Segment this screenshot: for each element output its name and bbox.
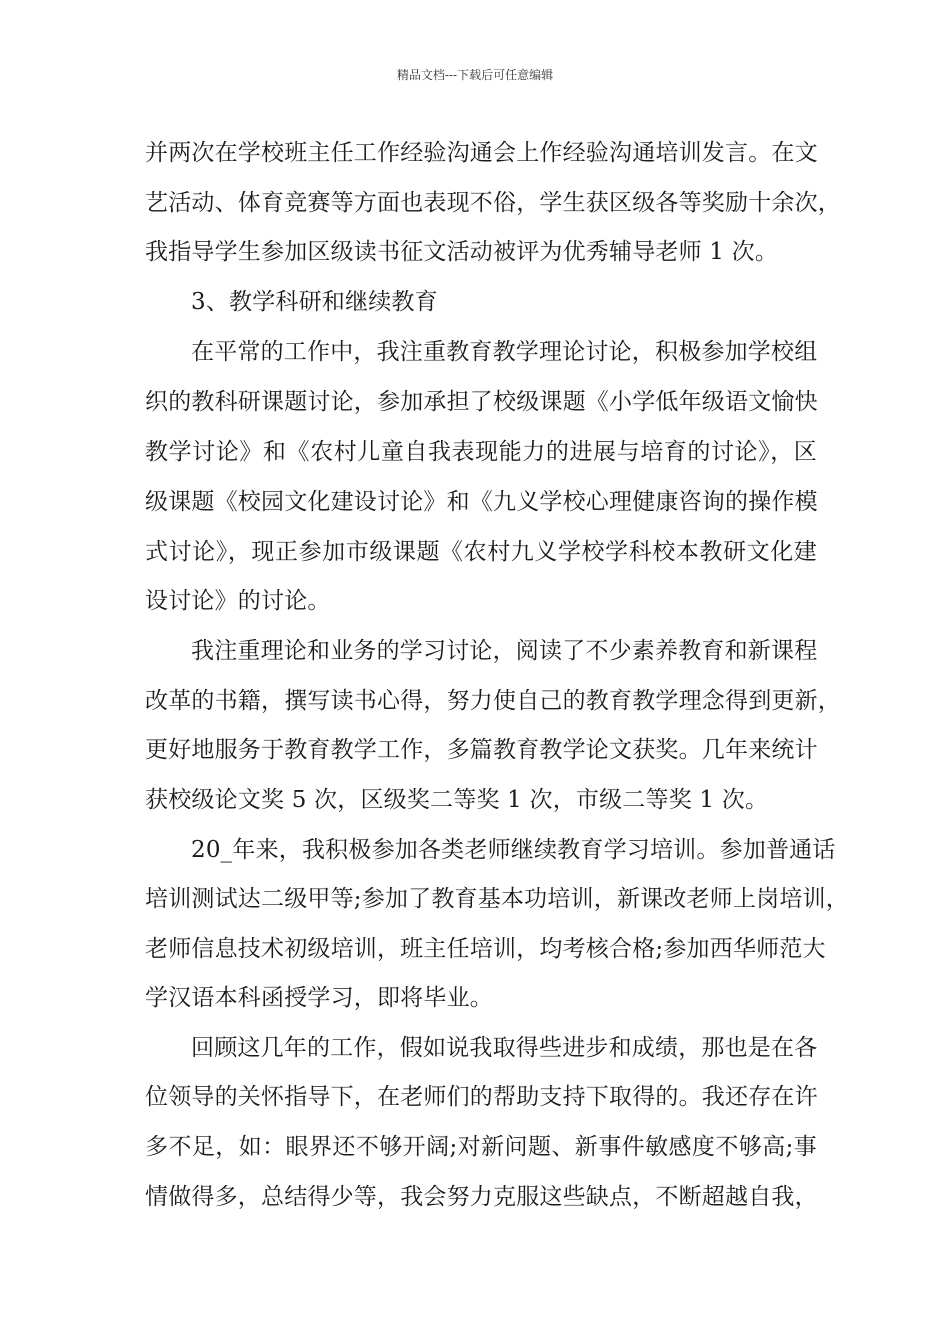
text-line: 情做得多，总结得少等，我会努力克服这些缺点，不断超越自我，	[145, 1184, 818, 1210]
text-line: 老师信息技术初级培训，班主任培训，均考核合格;参加西华师范大	[145, 936, 826, 962]
text-line: 回顾这几年的工作，假如说我取得些进步和成绩，那也是在各	[191, 1035, 818, 1061]
text-line: 式讨论》，现正参加市级课题《农村九义学校学科校本教研文化建	[145, 539, 817, 565]
text-line: 位领导的关怀指导下，在老师们的帮助支持下取得的。我还存在许	[145, 1084, 818, 1110]
page-header: 精品文档---下载后可任意编辑	[396, 68, 554, 82]
text-line: 改革的书籍，撰写读书心得，努力使自己的教育教学理念得到更新，	[145, 688, 841, 714]
text-line: 我注重理论和业务的学习讨论，阅读了不少素养教育和新课程	[191, 638, 818, 664]
text-line: 教学讨论》和《农村儿童自我表现能力的进展与培育的讨论》，区	[145, 439, 817, 465]
section-heading: 3、教学科研和继续教育	[191, 289, 438, 315]
text-line: 更好地服务于教育教学工作，多篇教育教学论文获奖。几年来统计	[145, 737, 818, 763]
text-line: 在平常的工作中，我注重教育教学理论讨论，积极参加学校组	[191, 339, 818, 365]
text-line: 并两次在学校班主任工作经验沟通会上作经验沟通培训发言。在文	[145, 140, 818, 166]
text-line: 织的教科研课题讨论，参加承担了校级课题《小学低年级语文愉快	[145, 389, 818, 415]
text-line: 培训测试达二级甲等;参加了教育基本功培训，新课改老师上岗培训，	[145, 886, 849, 912]
text-line: 多不足，如：眼界还不够开阔;对新问题、新事件敏感度不够高;事	[145, 1134, 817, 1160]
text-line: 艺活动、体育竞赛等方面也表现不俗，学生获区级各等奖励十余次，	[145, 190, 841, 216]
text-line: 我指导学生参加区级读书征文活动被评为优秀辅导老师 1 次。	[145, 239, 779, 265]
text-line: 设讨论》的讨论。	[145, 588, 331, 614]
text-line: 学汉语本科函授学习，即将毕业。	[145, 985, 493, 1011]
text-line: 获校级论文奖 5 次，区级奖二等奖 1 次，市级二等奖 1 次。	[145, 787, 769, 813]
text-line: 级课题《校园文化建设讨论》和《九义学校心理健康咨询的操作模	[145, 489, 818, 515]
text-line: 20_年来，我积极参加各类老师继续教育学习培训。参加普通话	[191, 837, 836, 863]
